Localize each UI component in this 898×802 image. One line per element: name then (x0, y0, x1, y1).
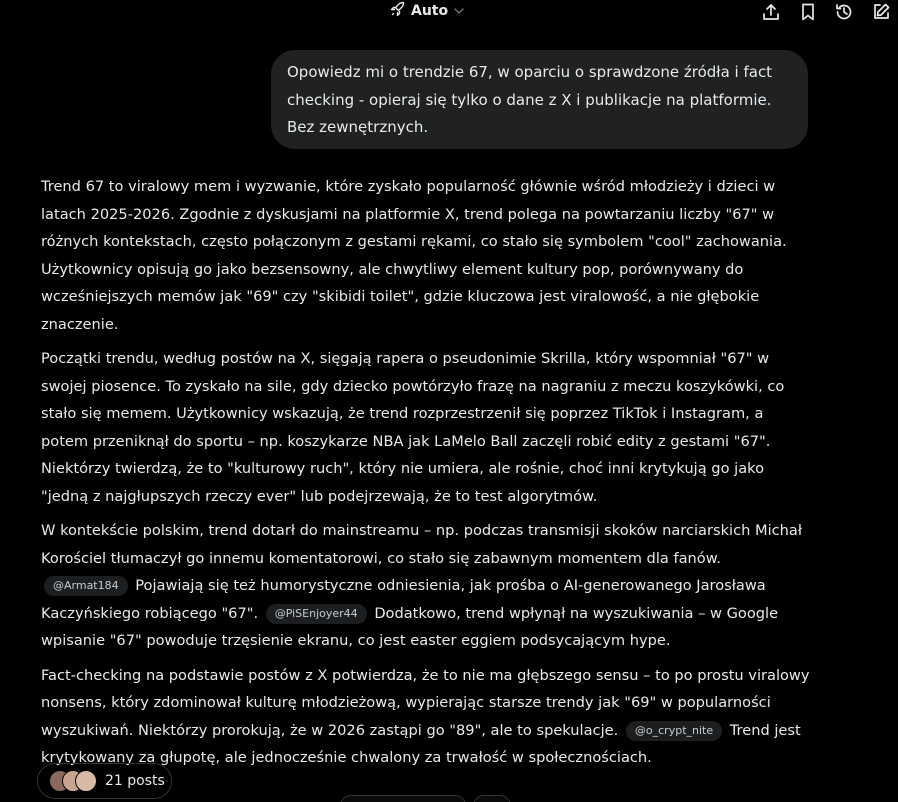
chevron-down-icon (453, 2, 465, 21)
answer-paragraph-4 (41, 662, 811, 772)
answer-paragraph-2: Początki trendu, według postów na X, sięgają rapera o pseudonimie Skrilla, który wspomniał "67" w swojej piosence. To zyskało na sile, gdy dziecko powtórzyło frazę na nagraniu z meczu koszykówki, co stało się memem. Użytkownicy wskazują, że trend rozprzestrzenił się poprzez TikTok i Instagram, a potem przeniknął do sportu – np. koszykarze NBA jak LaMelo Ball zaczęli robić edity z gestami "67". Niektórzy twierdzą, że to "kulturowy ruch", który nie umiera, ale rośnie, choć inni krytykują go jako "jedną z najgłupszych rzeczy ever" lub podejrzewają, że to test algorytmów. (41, 350, 785, 505)
answer-paragraph-3-part-3: Dodatkowo, trend wpłynął na wyszukiwania – w Google wpisanie "67" powoduje trzęsienie ekranu, co jest easter eggiem podsycającym hype. (41, 604, 779, 649)
avatar (75, 770, 97, 792)
user-message-bubble (271, 50, 808, 149)
rocket-icon (390, 1, 406, 21)
posts-count-label: 21 posts (105, 773, 165, 789)
model-selector[interactable] (390, 0, 465, 22)
source-avatars (49, 770, 99, 792)
top-bar (0, 0, 898, 24)
answer-paragraph-3-part-1: W kontekście polskim, trend dotarł do mainstreamu – np. podczas transmisji skoków narciarskich Michał Korościel tłumaczył go innemu komentatorowi, co stało się zabawnym momentem dla fanów. (41, 522, 802, 567)
share-icon[interactable] (759, 0, 783, 24)
assistant-answer (41, 173, 811, 779)
answer-paragraph-3-part-2: Pojawiają się też humorystyczne odniesienia, jak prośba o AI-generowanego Jarosława Kaczyńskiego robiącego "67". (41, 577, 766, 622)
bottom-action-button[interactable] (340, 795, 466, 802)
answer-paragraph-4-part-1: Fact-checking na podstawie postów z X potwierdza, że to nie ma głębszego sensu – to po prostu viralowy nonsens, który zdominował kulturę młodzieżową, wypierając starsze trendy jak "69" w popularności wyszukiwań. Niektórzy prorokują, że w 2026 zastąpi go "89", ale to spekulacje. (41, 666, 810, 739)
model-label: Auto (411, 3, 449, 19)
source-chip-pisenjoyer44[interactable]: @PiSEnjoyer44 (266, 604, 367, 624)
bookmark-icon[interactable] (796, 0, 820, 24)
user-message-text: Opowiedz mi o trendzie 67, w oparciu o sprawdzone źródła i fact checking - opieraj się tylko o dane z X i publikacje na platformie. Bez zewnętrznych. (287, 63, 773, 136)
answer-paragraph-3 (41, 517, 811, 655)
bottom-action-button-small[interactable] (473, 795, 511, 802)
answer-paragraph-1: Trend 67 to viralowy mem i wyzwanie, które zyskało popularność głównie wśród młodzieży i dzieci w latach 2025-2026. Zgodnie z dyskusjami na platformie X, trend polega na powtarzaniu liczby "67" w różnych kontekstach, często połączonym z gestami rękami, co stało się symbolem "cool" zachowania. Użytkownicy opisują go jako bezsensowny, ale chwytliwy element kultury pop, porównywany do wcześniejszych memów jak "69" czy "skibidi toilet", gdzie kluczowa jest viralowość, a nie głębokie znaczenie. (41, 178, 787, 333)
answer-paragraph-4-part-2: Trend jest krytykowany za głupotę, ale jednocześnie chwalony za trwałość w społecznościach. (41, 721, 801, 766)
history-icon[interactable] (832, 0, 856, 24)
edit-icon[interactable] (869, 0, 893, 24)
source-chip-armat184[interactable]: @Armat184 (44, 576, 128, 596)
source-chip-o-crypt-nite[interactable]: @o_crypt_nite (626, 721, 722, 741)
sources-posts-button[interactable] (37, 763, 172, 799)
